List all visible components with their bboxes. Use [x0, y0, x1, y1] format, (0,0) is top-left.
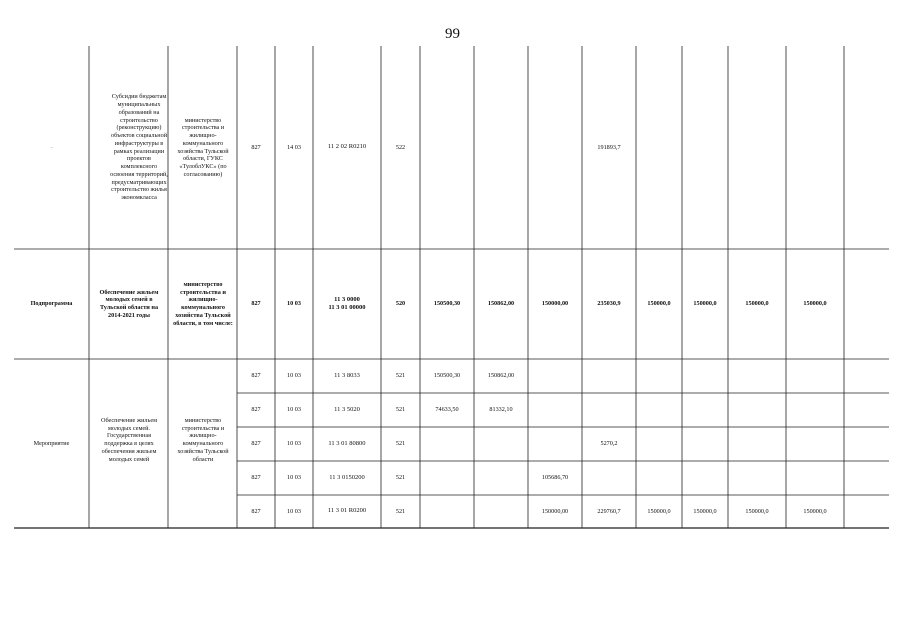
executor-cell: министерство строительства и жилищно-коммунального хозяйства Тульской области, в том числе: [173, 280, 233, 327]
grbs-cell: 827 [251, 440, 261, 448]
grbs-cell: 827 [251, 300, 261, 308]
vr-cell: 521 [395, 372, 406, 380]
csr-cell [313, 249, 381, 359]
value-2019-cell: 150000,0 [693, 507, 717, 515]
value-2015-cell: 150862,00 [487, 300, 515, 308]
csr-line-1: 11 3 0000 [334, 295, 360, 303]
value-2016-cell: 105686,70 [541, 474, 569, 482]
value-2016-cell: 150000,00 [541, 507, 569, 515]
value-2017-cell: 229760,7 [597, 507, 621, 515]
rzpr-cell: 10 03 [287, 372, 301, 380]
value-2020-cell: 150000,0 [745, 507, 769, 515]
value-2021-cell: 150000,0 [803, 507, 827, 515]
grbs-cell: 827 [251, 372, 261, 380]
status-cell: Подпрограмма [30, 300, 73, 308]
status-cell: Мероприятие [33, 439, 70, 447]
grbs-cell: 827 [251, 474, 261, 482]
value-2014-cell: 150500,30 [433, 372, 461, 380]
vr-cell: 521 [395, 474, 406, 482]
executor-cell: министерство строительства и жилищно-коммунального хозяйства Тульской области, ГУКС «ТулоблУКС» (по согласованию) [177, 116, 229, 178]
name-cell: Обеспечение жильем молодых семей в Тульской области на 2014-2021 годы [99, 288, 159, 319]
value-2021-cell: 150000,0 [803, 300, 827, 308]
page-number: 99 [445, 26, 460, 42]
rzpr-cell: 10 03 [287, 406, 301, 414]
rzpr-cell: 10 03 [287, 474, 301, 482]
executor-cell: министерство строительства и жилищно-коммунального хозяйства Тульской области [177, 416, 229, 463]
csr-cell: 11 3 5020 [334, 405, 360, 413]
value-2019-cell: 150000,0 [693, 300, 717, 308]
value-2015-cell: 150862,00 [487, 372, 515, 380]
vr-cell: 522 [395, 143, 406, 151]
status-cell: - [50, 143, 53, 151]
value-2015-cell: 81332,10 [489, 406, 513, 414]
name-cell: Субсидии бюджетам муниципальных образований на строительство (реконструкцию) объектов социальной инфраструктуры в рамках реализации проектов комплексного освоения территорий, предусматривающих строительство жилья экономкласса [110, 93, 168, 201]
value-2020-cell: 150000,0 [745, 300, 769, 308]
csr-cell: 11 3 01 80800 [328, 439, 366, 447]
value-2014-cell: 150500,30 [433, 300, 461, 308]
value-2018-cell: 150000,0 [647, 507, 671, 515]
vr-cell: 521 [395, 440, 406, 448]
value-2014-cell: 74633,50 [435, 406, 459, 414]
csr-cell: 11 3 01 R0200 [327, 507, 367, 515]
grbs-cell: 827 [251, 507, 261, 515]
value-2017-cell: 5270,2 [600, 440, 618, 448]
vr-cell: 521 [395, 406, 406, 414]
vr-cell: 521 [395, 507, 406, 515]
rzpr-cell: 14 03 [287, 143, 301, 151]
name-cell: Обеспечение жильем молодых семей. Государственная поддержка в целях обеспечения жильем молодых семей [100, 416, 158, 463]
csr-cell: 11 2 02 R0210 [327, 143, 367, 151]
value-2017-cell: 235030,9 [597, 300, 621, 308]
grbs-cell: 827 [251, 143, 261, 151]
grbs-cell: 827 [251, 406, 261, 414]
csr-cell: 11 3 0150200 [329, 473, 365, 481]
csr-line-2: 11 3 01 00000 [328, 304, 366, 311]
value-2018-cell: 150000,0 [647, 300, 671, 308]
rzpr-cell: 10 03 [287, 507, 301, 515]
value-2017-cell: 191893,7 [597, 143, 621, 151]
csr-cell: 11 3 8033 [334, 371, 360, 379]
value-2016-cell: 150000,00 [541, 300, 569, 308]
rzpr-cell: 10 03 [287, 300, 301, 308]
vr-cell: 520 [395, 300, 406, 308]
rzpr-cell: 10 03 [287, 440, 301, 448]
